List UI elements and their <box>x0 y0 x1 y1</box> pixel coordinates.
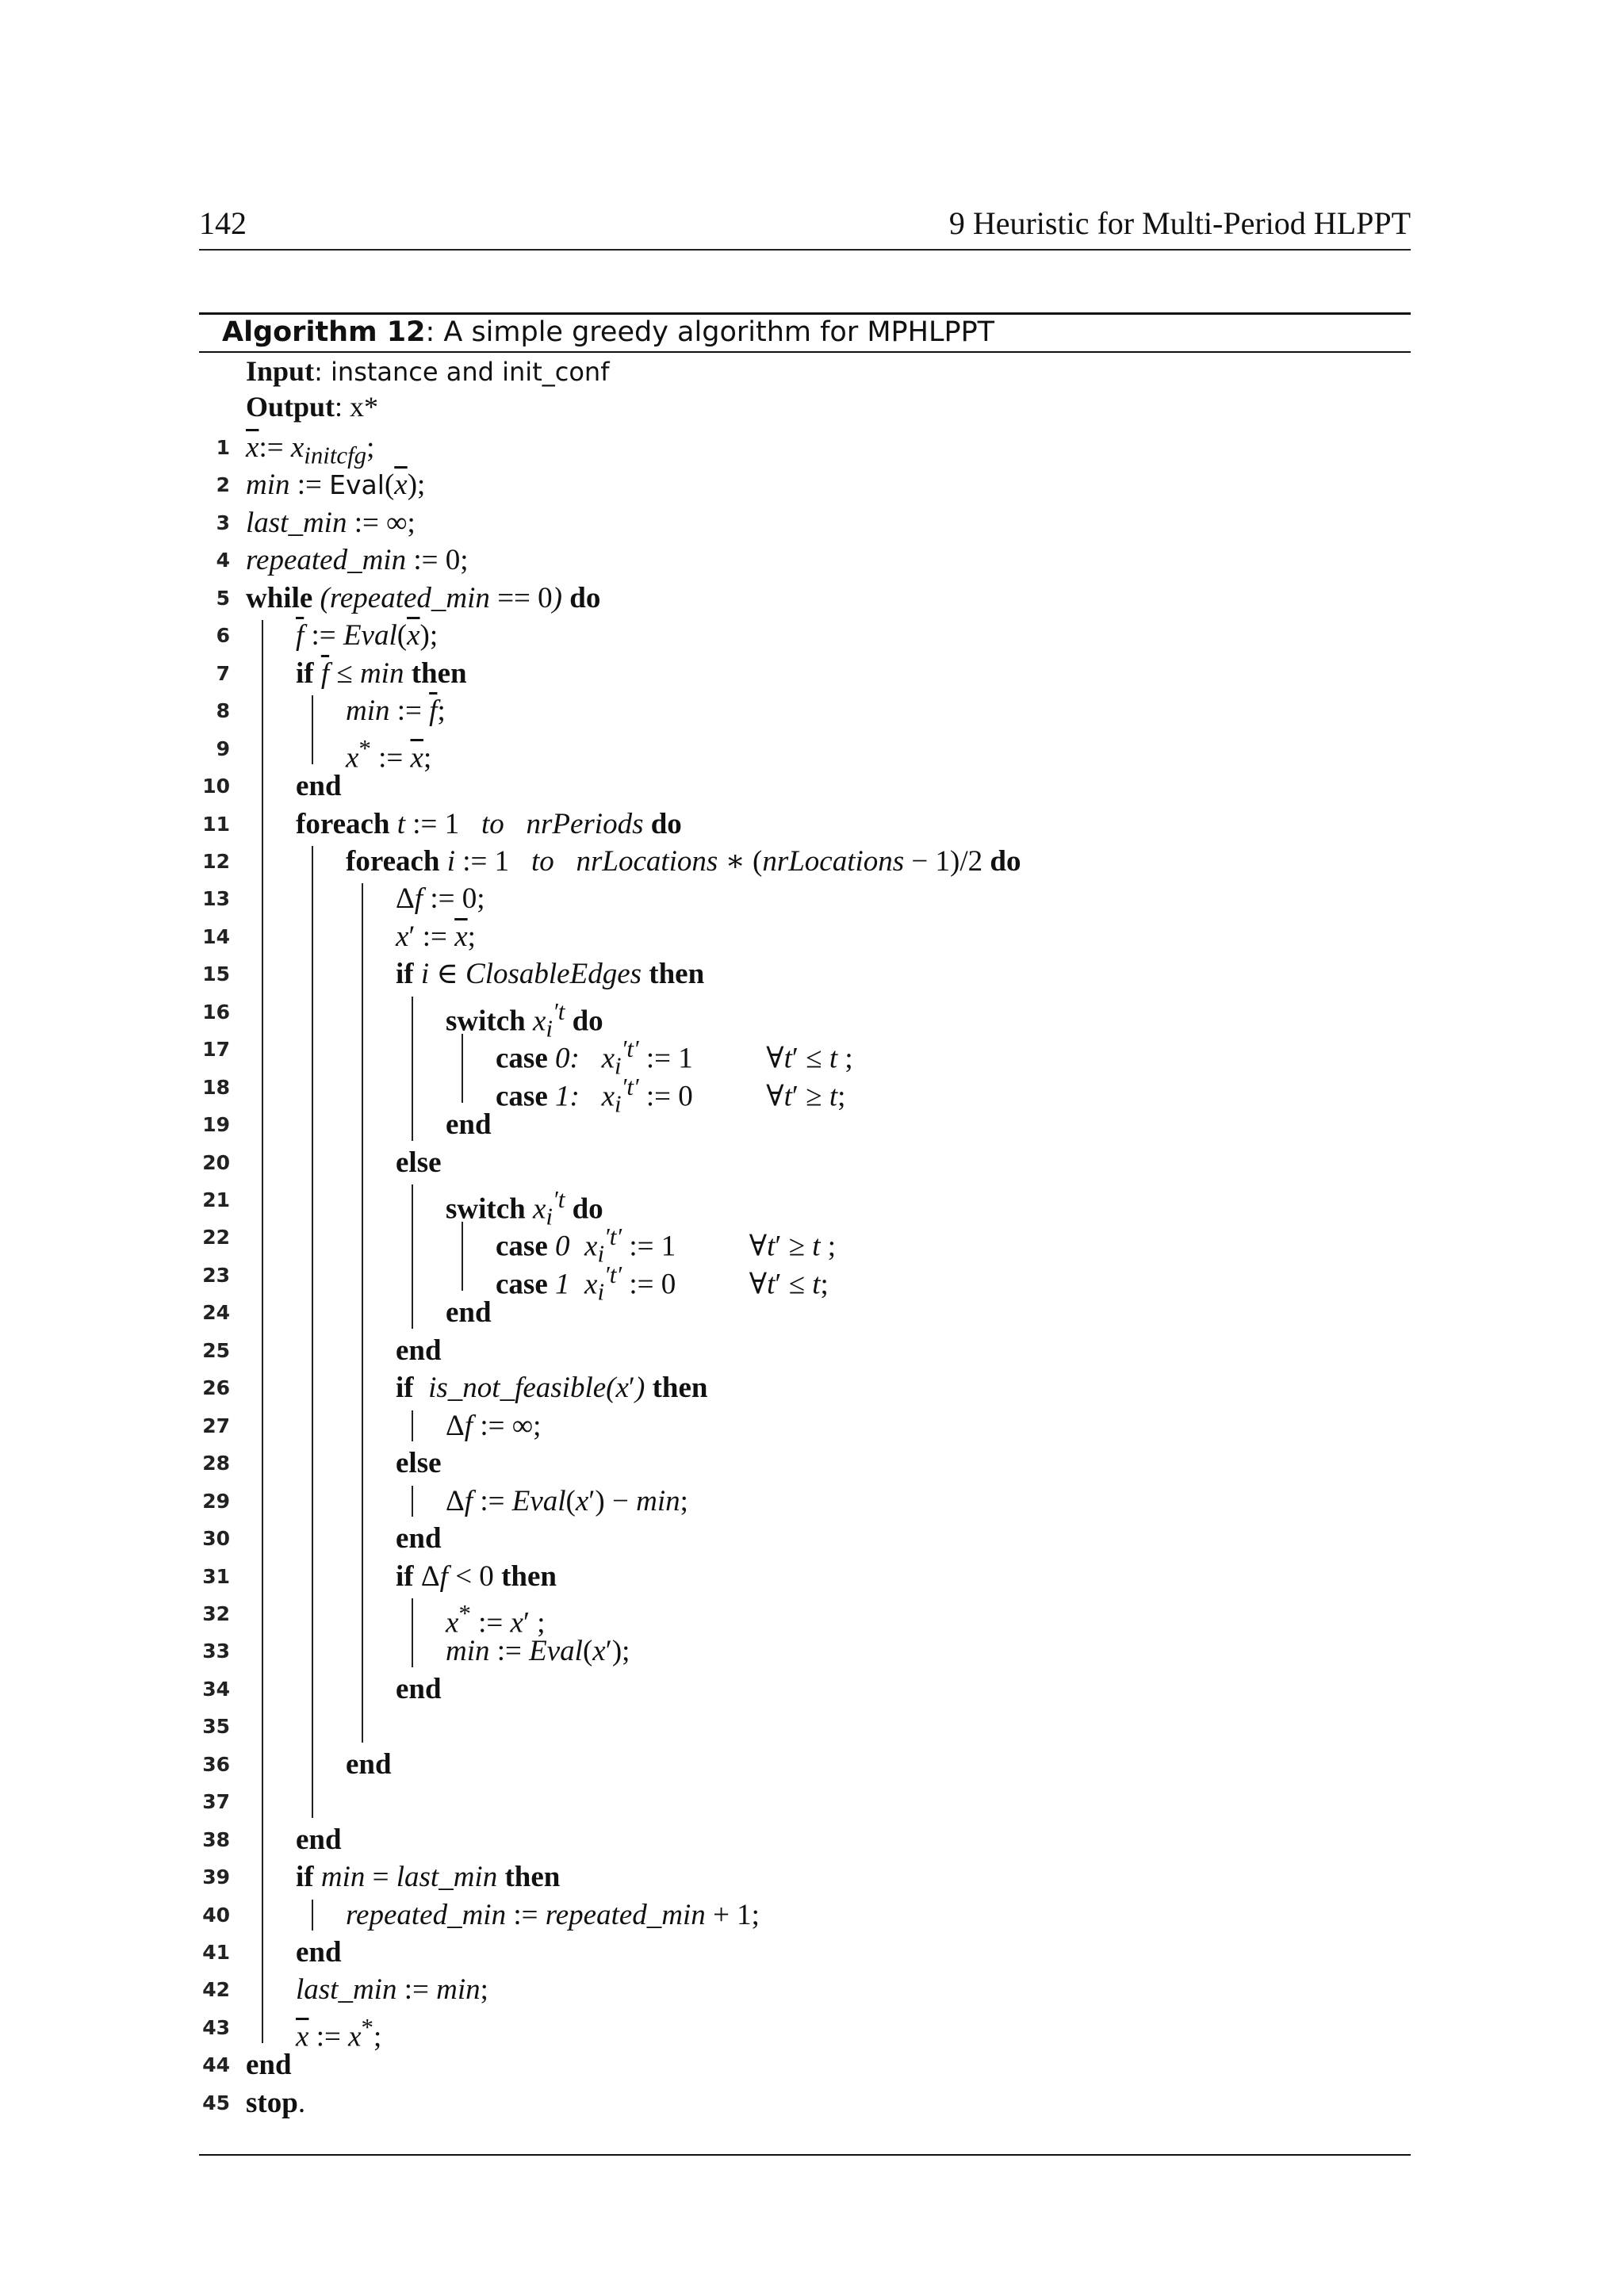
line-code: repeated_min := repeated_min + 1; <box>346 1898 760 1931</box>
line-number: 20 <box>202 1150 230 1174</box>
line-number: 43 <box>202 2015 230 2039</box>
algorithm-line <box>0 692 1411 729</box>
line-number: 17 <box>202 1038 230 1062</box>
line-number: 14 <box>202 924 230 948</box>
block-bar <box>412 997 413 1141</box>
algorithm-line <box>0 1031 1411 1080</box>
line-code: end <box>296 770 342 803</box>
algorithm-line <box>0 993 1411 1043</box>
line-code: if min = last_min then <box>296 1861 561 1894</box>
algorithm-line <box>0 1445 1411 1482</box>
line-number: 26 <box>202 1376 230 1400</box>
line-code: end <box>446 1108 492 1142</box>
output-label: Output <box>246 391 335 423</box>
line-number: 19 <box>202 1113 230 1137</box>
algorithm-caption-rule <box>199 351 1411 353</box>
algorithm-line <box>0 1407 1411 1445</box>
running-header <box>199 205 1411 247</box>
algorithm-line <box>0 2046 1411 2084</box>
line-code: Δf := Eval(x′) − min; <box>446 1484 688 1517</box>
line-code: end <box>396 1672 442 1705</box>
algorithm-line <box>0 1369 1411 1406</box>
algorithm-line <box>0 1558 1411 1595</box>
line-number: 24 <box>202 1301 230 1325</box>
block-bar <box>412 1410 413 1441</box>
algorithm-line <box>0 1934 1411 1971</box>
line-code: end <box>246 2049 292 2082</box>
algorithm-line <box>0 1520 1411 1557</box>
line-code: min := $\overline{f}$; <box>346 695 446 728</box>
algorithm-line <box>0 1971 1411 2008</box>
algorithm-line <box>0 1783 1411 1820</box>
line-code: foreach t := 1 to nrPeriods do <box>296 807 682 840</box>
algorithm-line <box>0 767 1411 805</box>
block-bar <box>312 1900 313 1931</box>
line-number: 25 <box>202 1338 230 1362</box>
line-number: 36 <box>202 1752 230 1776</box>
algorithm-line <box>0 1294 1411 1331</box>
line-number: 35 <box>202 1715 230 1739</box>
algorithm-label: Algorithm 12 <box>222 316 426 348</box>
algorithm-caption <box>222 315 994 350</box>
line-code: $\overline{x}$ := x*; <box>296 2013 382 2053</box>
line-code: switch $x_i^{'t}$ do <box>446 997 603 1043</box>
algorithm-output <box>246 389 378 424</box>
line-number: 38 <box>202 1827 230 1851</box>
line-number: 6 <box>216 624 230 648</box>
line-code: switch $x_i^{'t}$ do <box>446 1186 603 1230</box>
block-bar <box>262 620 263 2043</box>
line-code: if is_not_feasible(x′) then <box>396 1372 708 1405</box>
line-code: else <box>396 1447 442 1480</box>
block-bar <box>412 1486 413 1517</box>
line-code: while (repeated_min == 0) do <box>246 581 601 614</box>
algorithm-line <box>0 1821 1411 1858</box>
input-value: : instance and init_conf <box>314 357 610 387</box>
algorithm-line <box>0 2009 1411 2053</box>
line-number: 16 <box>202 1000 230 1024</box>
line-code: foreach i := 1 to nrLocations ∗ (nrLocations − 1)/2 do <box>346 844 1021 878</box>
block-bar <box>362 883 363 1742</box>
line-number: 3 <box>216 511 230 534</box>
line-number: 31 <box>202 1564 230 1588</box>
algorithm-line <box>0 1670 1411 1708</box>
line-code: $\overline{f}$ := $Eval(\overline{x})$; <box>296 619 439 652</box>
line-code: stop. <box>246 2086 306 2119</box>
line-code: case 0 $x_i^{'t'}$ := 1 ∀t′ ≥ t ; <box>496 1223 837 1269</box>
algorithm-line <box>0 2084 1411 2122</box>
block-bar <box>412 1598 413 1667</box>
line-code: if i ∈ ClosableEdges then <box>396 958 705 991</box>
algorithm-line <box>0 955 1411 993</box>
line-code: if $\overline{f} \le \min$ then <box>296 656 467 690</box>
algorithm-line <box>0 1332 1411 1369</box>
line-number: 34 <box>202 1677 230 1701</box>
line-code: last_min := min; <box>296 1973 488 2007</box>
algorithm-line <box>0 466 1411 503</box>
line-number: 22 <box>202 1226 230 1249</box>
line-number: 11 <box>202 812 230 836</box>
line-code: x′ := $\overline{x}$; <box>396 920 476 953</box>
line-number: 12 <box>202 849 230 873</box>
algorithm-line <box>0 655 1411 692</box>
line-number: 37 <box>202 1790 230 1814</box>
line-number: 27 <box>202 1414 230 1437</box>
line-number: 4 <box>216 549 230 572</box>
line-code: end <box>396 1522 442 1556</box>
line-number: 2 <box>216 473 230 497</box>
line-number: 30 <box>202 1527 230 1551</box>
algorithm-line <box>0 806 1411 843</box>
algorithm-line <box>0 880 1411 917</box>
algorithm-line <box>0 1219 1411 1269</box>
chapter-title: 9 Heuristic for Multi-Period HLPPT <box>948 205 1411 241</box>
algorithm-line <box>0 730 1411 774</box>
line-code: else <box>396 1146 442 1179</box>
line-number: 9 <box>216 737 230 760</box>
line-number: 10 <box>202 775 230 798</box>
algorithm-line <box>0 1483 1411 1520</box>
line-code: end <box>346 1747 392 1781</box>
page-number: 142 <box>199 205 247 241</box>
line-code: end <box>296 1936 342 1969</box>
algorithm-line <box>0 541 1411 579</box>
line-code: case 1: $x_i^{'t'}$ := 0 ∀t′ ≥ t; <box>496 1073 846 1118</box>
line-code: end <box>396 1334 442 1367</box>
header-rule <box>199 249 1411 251</box>
algorithm-line <box>0 580 1411 617</box>
line-code: Δf := 0; <box>396 882 485 916</box>
line-number: 45 <box>202 2091 230 2114</box>
block-bar <box>312 846 313 1818</box>
algorithm-line <box>0 1746 1411 1783</box>
line-code: end <box>296 1823 342 1856</box>
line-number: 1 <box>216 436 230 459</box>
algorithm-line <box>0 1595 1411 1640</box>
block-bar <box>412 1184 413 1329</box>
algorithm-line <box>0 1106 1411 1143</box>
line-number: 8 <box>216 699 230 723</box>
line-code: case 1 $x_i^{'t'}$ := 0 ∀t′ ≤ t; <box>496 1261 829 1306</box>
algorithm-line <box>0 1257 1411 1306</box>
line-code: x* := $\overline{x}$; <box>346 734 432 774</box>
line-code: repeated_min := 0; <box>246 544 469 577</box>
line-code: case 0: $x_i^{'t'}$ := 1 ∀t′ ≤ t ; <box>496 1035 853 1080</box>
line-number: 44 <box>202 2053 230 2077</box>
line-code: min := $Eval(\overline{x})$; <box>246 469 426 502</box>
line-number: 21 <box>202 1188 230 1211</box>
line-code: end <box>446 1296 492 1330</box>
line-code: x* := x′ ; <box>446 1599 546 1640</box>
line-number: 7 <box>216 661 230 685</box>
line-code: if Δf < 0 then <box>396 1559 557 1593</box>
line-number: 23 <box>202 1263 230 1287</box>
block-bar <box>462 1222 463 1291</box>
line-number: 29 <box>202 1489 230 1513</box>
input-label: Input <box>246 355 315 387</box>
algorithm-line <box>0 1858 1411 1896</box>
line-number: 28 <box>202 1452 230 1475</box>
algorithm-line <box>0 1181 1411 1230</box>
line-code: Δf := ∞; <box>446 1409 542 1442</box>
block-bar <box>462 1034 463 1103</box>
line-code: min := Eval(x′); <box>446 1635 630 1668</box>
line-number: 39 <box>202 1866 230 1889</box>
line-number: 40 <box>202 1903 230 1927</box>
algorithm-line <box>0 918 1411 955</box>
block-bar <box>312 695 313 764</box>
line-number: 15 <box>202 962 230 986</box>
line-code: $\overline{x}:= x_{initcfg}$; <box>246 431 375 469</box>
algorithm-line <box>0 1896 1411 1934</box>
algorithm-title: : A simple greedy algorithm for MPHLPPT <box>425 316 995 348</box>
line-number: 41 <box>202 1941 230 1964</box>
line-number: 18 <box>202 1075 230 1099</box>
algorithm-line <box>0 429 1411 469</box>
line-number: 42 <box>202 1978 230 2002</box>
algorithm-line <box>0 843 1411 880</box>
line-number: 33 <box>202 1640 230 1663</box>
algorithm-line <box>0 617 1411 654</box>
line-number: 13 <box>202 887 230 911</box>
line-number: 32 <box>202 1601 230 1625</box>
line-number: 5 <box>216 586 230 610</box>
algorithm-bottom-rule <box>199 2154 1411 2156</box>
algorithm-line <box>0 1632 1411 1670</box>
line-code: last_min := ∞; <box>246 506 416 539</box>
algorithm-line <box>0 1144 1411 1181</box>
algorithm-line <box>0 504 1411 541</box>
algorithm-input <box>246 354 609 388</box>
algorithm-line <box>0 1708 1411 1745</box>
output-value: : x* <box>335 391 379 423</box>
algorithm-line <box>0 1069 1411 1118</box>
